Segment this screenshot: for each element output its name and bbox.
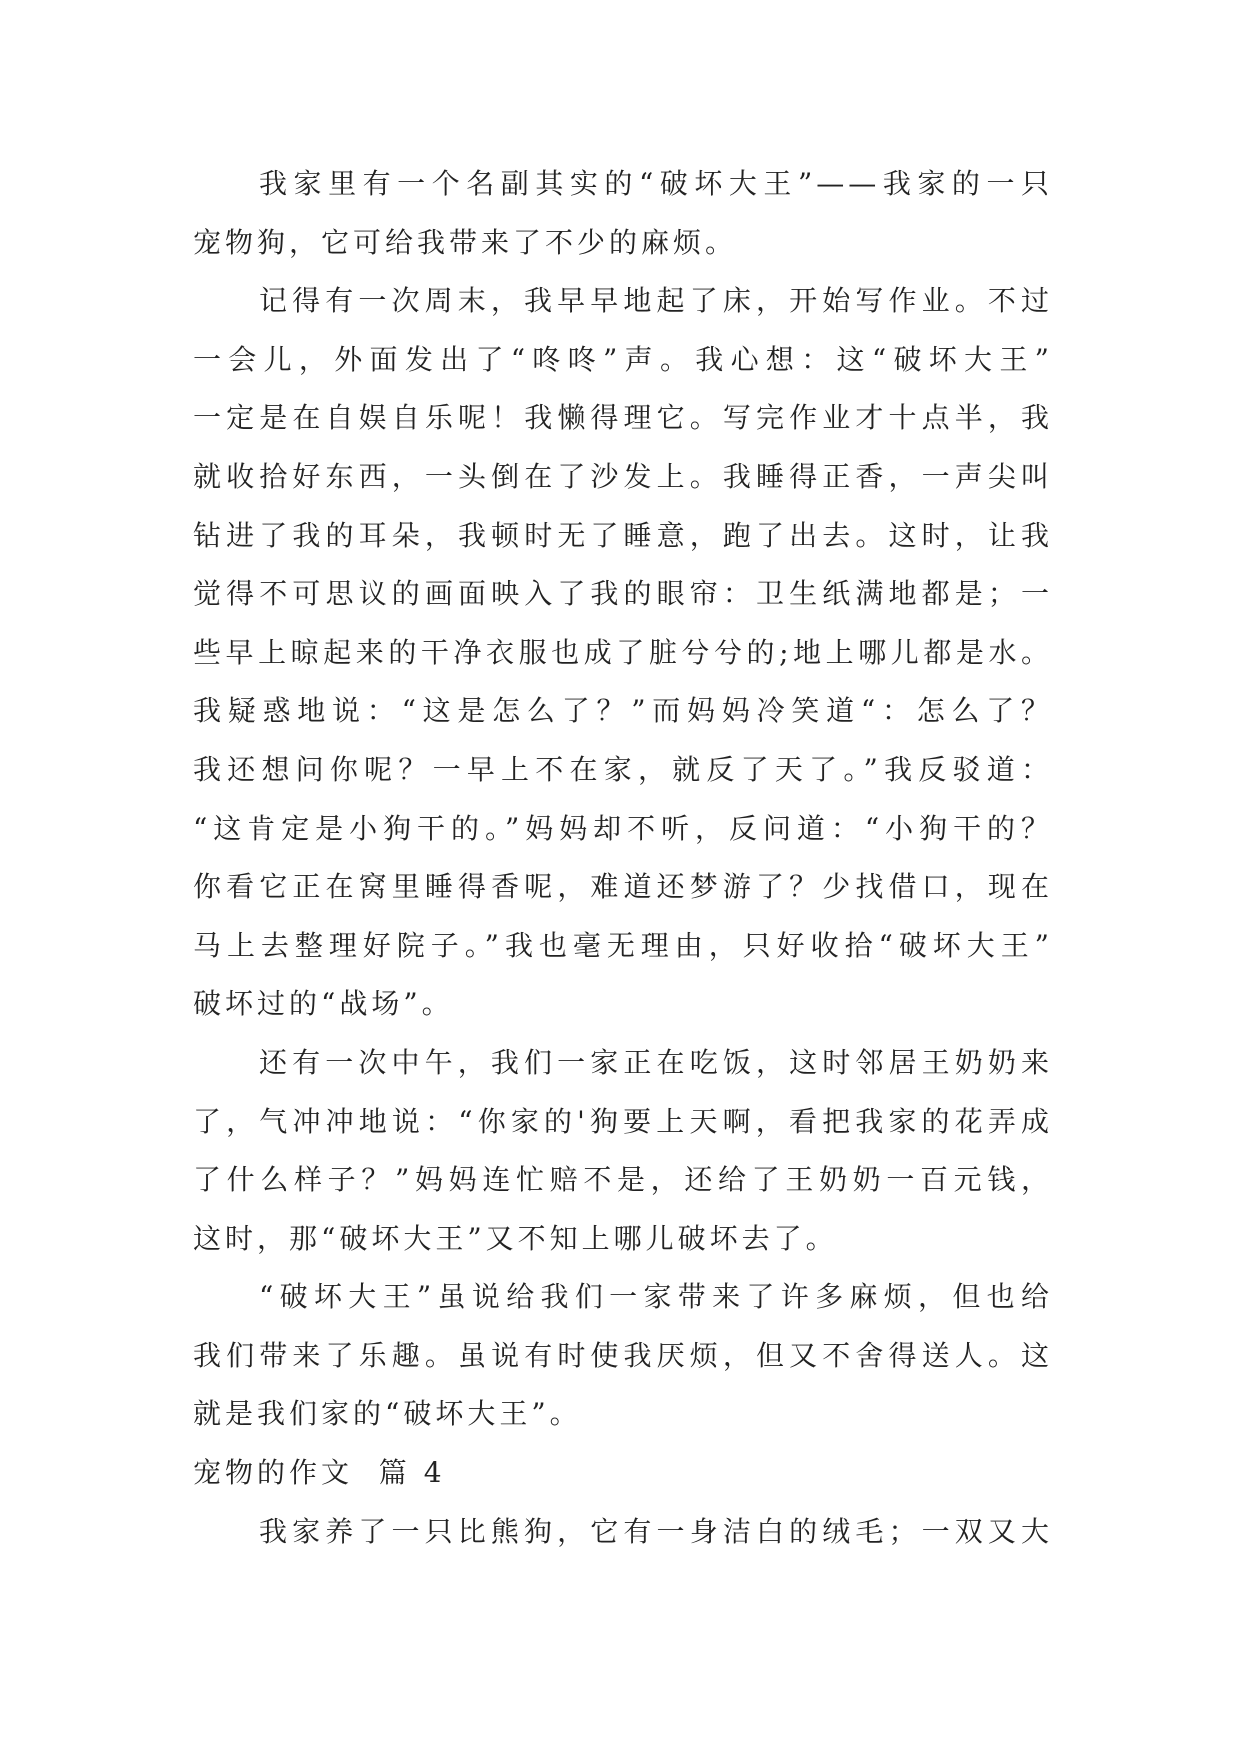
- document-body: [193, 155, 1053, 1561]
- text-line: “破坏大王”虽说给我们一家带来了许多麻烦，但也给: [259, 1280, 1053, 1314]
- section-heading: 宠物的作文 篇 4: [193, 1456, 446, 1490]
- text-line: 就是我们家的“破坏大王”。: [193, 1397, 582, 1431]
- text-line: 记得有一次周末，我早早地起了床，开始写作业。不过: [259, 284, 1053, 318]
- text-line: 破坏过的“战场”。: [193, 987, 454, 1021]
- paragraph: [193, 1034, 1053, 1268]
- text-line: 我家里有一个名副其实的“破坏大王”——我家的一只: [259, 167, 1053, 200]
- text-line: 些早上晾起来的干净衣服也成了脏兮兮的;地上哪儿都是水。: [193, 635, 1053, 669]
- text-line: 觉得不可思议的画面映入了我的眼帘：卫生纸满地都是；一: [193, 577, 1053, 611]
- paragraph: [193, 272, 1053, 1034]
- paragraph: [193, 1268, 1053, 1444]
- text-line: 一会儿，外面发出了“咚咚”声。我心想：这“破坏大王”: [193, 342, 1053, 376]
- text-line: 钻进了我的耳朵，我顿时无了睡意，跑了出去。这时，让我: [193, 518, 1053, 552]
- text-line: 就收拾好东西，一头倒在了沙发上。我睡得正香，一声尖叫: [193, 459, 1053, 493]
- text-line: 一定是在自娱自乐呢！我懒得理它。写完作业才十点半，我: [193, 401, 1053, 435]
- text-line: 了什么样子？”妈妈连忙赔不是，还给了王奶奶一百元钱，: [193, 1163, 1053, 1197]
- paragraph: [193, 1503, 1053, 1562]
- text-line: 你看它正在窝里睡得香呢，难道还梦游了？少找借口，现在: [193, 870, 1053, 904]
- text-line: 这时，那“破坏大王”又不知上哪儿破坏去了。: [193, 1221, 838, 1255]
- text-line: “这肯定是小狗干的。”妈妈却不听，反问道：“小狗干的？: [193, 811, 1053, 845]
- text-line: 我们带来了乐趣。虽说有时使我厌烦，但又不舍得送人。这: [193, 1338, 1053, 1372]
- paragraph: [193, 155, 1053, 272]
- text-line: 我还想问你呢？一早上不在家，就反了天了。”我反驳道：: [193, 752, 1053, 786]
- text-line: 我家养了一只比熊狗，它有一身洁白的绒毛；一双又大: [259, 1514, 1053, 1548]
- text-line: 宠物狗，它可给我带来了不少的麻烦。: [193, 225, 738, 259]
- text-line: 还有一次中午，我们一家正在吃饭，这时邻居王奶奶来: [259, 1045, 1053, 1079]
- text-line: 马上去整理好院子。”我也毫无理由，只好收拾“破坏大王”: [193, 928, 1053, 962]
- text-line: 了，气冲冲地说：“你家的'狗要上天啊，看把我家的花弄成: [193, 1104, 1053, 1138]
- text-line: 我疑惑地说：“这是怎么了？”而妈妈冷笑道“：怎么了？: [193, 694, 1053, 728]
